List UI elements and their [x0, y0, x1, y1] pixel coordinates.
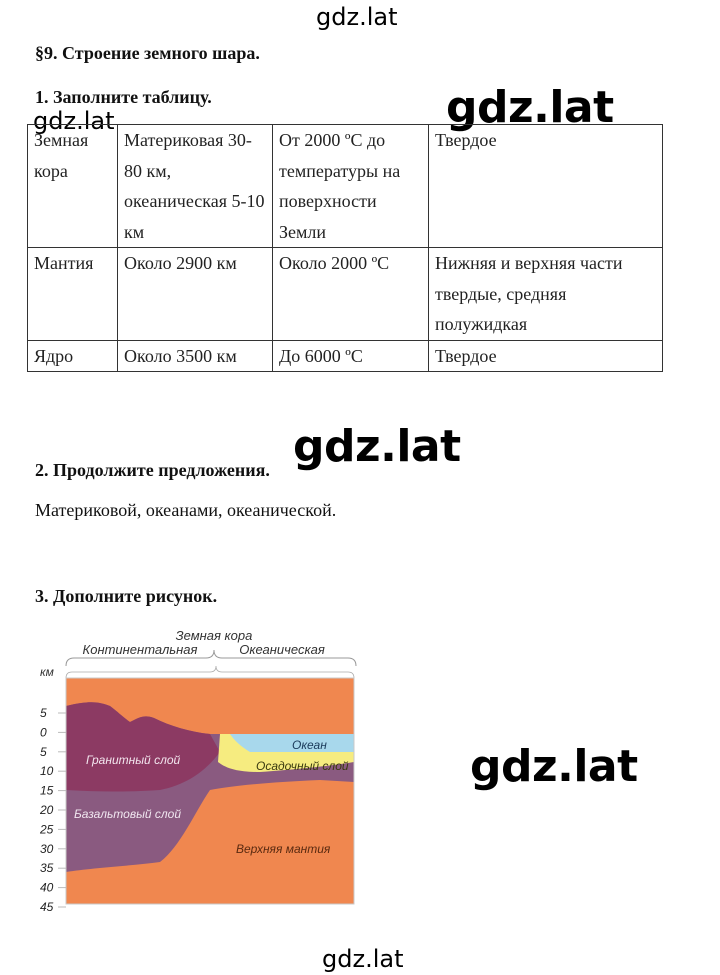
- depth-tick-label: 10: [40, 764, 54, 779]
- task2-title: 2. Продолжите предложения.: [35, 460, 270, 480]
- section-title: §9. Строение земного шара.: [35, 43, 260, 63]
- earth-crust-figure: [30, 622, 360, 919]
- continental-label: Континентальная: [82, 642, 198, 657]
- crust-label: Земная кора: [175, 628, 253, 643]
- watermark-upper-right: gdz.lat: [446, 82, 614, 133]
- depth-tick-label: 45: [40, 900, 54, 914]
- depth-tick-label: 20: [40, 803, 54, 817]
- watermark-middle: gdz.lat: [293, 421, 461, 472]
- depth-tick-label: 0: [40, 725, 47, 740]
- granite-label: Гранитный слой: [86, 753, 181, 767]
- table-row: [28, 125, 663, 248]
- table-cell: Нижняя и верхняя части твердые, средняя полужидкая: [429, 248, 663, 341]
- table-cell: Твердое: [429, 125, 663, 248]
- table-cell: До 6000 ºС: [273, 340, 429, 372]
- task3-title: 3. Дополните рисунок.: [35, 586, 218, 606]
- depth-axis: [39, 706, 66, 914]
- watermark-lower-right: gdz.lat: [470, 741, 638, 792]
- task1-title: 1. Заполните таблицу.: [35, 87, 212, 107]
- table-cell: От 2000 ºС до температуры на поверхности Земли: [273, 125, 429, 248]
- unit-label: км: [40, 665, 54, 679]
- depth-tick-label: 5: [40, 706, 47, 720]
- depth-tick-label: 5: [40, 744, 47, 759]
- depth-tick-label: 40: [40, 880, 54, 895]
- depth-tick-label: 35: [40, 861, 54, 876]
- depth-tick-label: 25: [40, 822, 54, 837]
- table-cell: Земная кора: [28, 125, 118, 248]
- table-row: [28, 340, 663, 372]
- task2-answer: Материковой, океанами, океанической.: [35, 500, 337, 520]
- mantle-label: Верхняя мантия: [236, 842, 331, 856]
- table-cell: Мантия: [28, 248, 118, 341]
- ocean-label: Океан: [292, 738, 327, 752]
- table-cell: Около 3500 км: [118, 340, 273, 372]
- table-cell: Твердое: [429, 340, 663, 372]
- basalt-label: Базальтовый слой: [74, 807, 182, 821]
- watermark-bottom: gdz.lat: [322, 945, 404, 973]
- table-cell: Ядро: [28, 340, 118, 372]
- watermark-table-corner: gdz.lat: [33, 107, 115, 135]
- table-cell: Материковая 30-80 км, океаническая 5-10 км: [118, 125, 273, 248]
- sub-brace: [66, 666, 354, 678]
- depth-tick-label: 30: [40, 841, 54, 856]
- table-row: [28, 248, 663, 341]
- sediment-label: Осадочный слой: [256, 759, 349, 773]
- crust-diagram: [30, 622, 360, 914]
- table-cell: Около 2900 км: [118, 248, 273, 341]
- structure-table: [27, 124, 663, 372]
- table-cell: Около 2000 ºС: [273, 248, 429, 341]
- oceanic-label: Океаническая: [239, 642, 325, 657]
- depth-tick-label: 15: [40, 783, 54, 798]
- watermark-top: gdz.lat: [316, 3, 398, 31]
